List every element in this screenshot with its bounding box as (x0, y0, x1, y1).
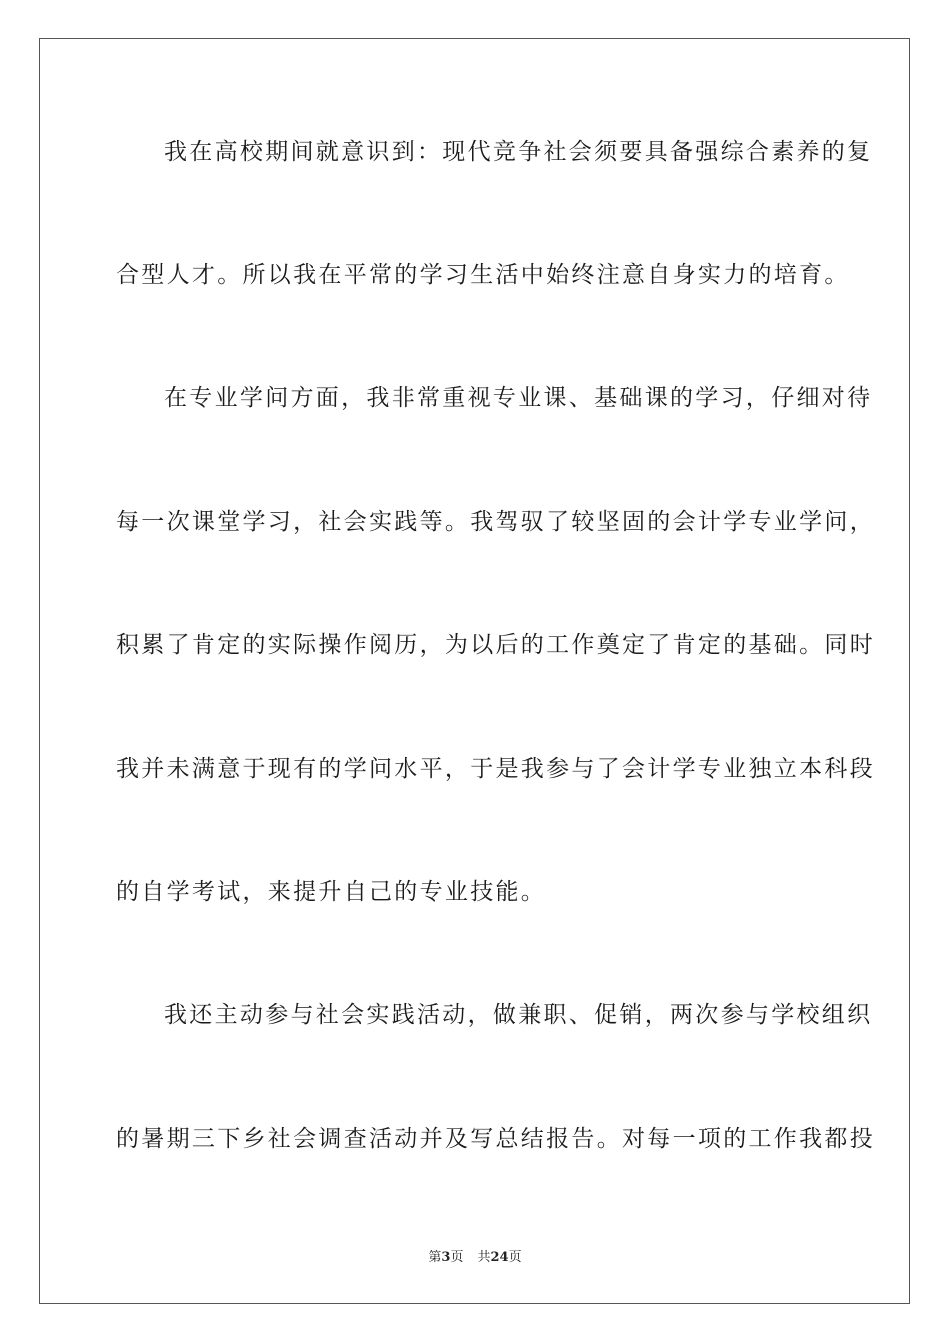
paragraph-2-line-4: 我并未满意于现有的学问水平，于是我参与了会计学专业独立本科段 (116, 756, 875, 782)
total-page-count: 24 (490, 1250, 509, 1265)
page-unit: 页 (450, 1250, 464, 1265)
paragraph-3-line-1: 我还主动参与社会实践活动，做兼职、促销，两次参与学校组织 (164, 1002, 873, 1028)
total-unit: 页 (508, 1250, 522, 1265)
page-prefix: 第 (428, 1250, 442, 1265)
paragraph-3-line-2: 的暑期三下乡社会调查活动并及写总结报告。对每一项的工作我都投 (116, 1126, 875, 1152)
total-prefix: 共 (477, 1250, 491, 1265)
paragraph-2-line-2: 每一次课堂学习，社会实践等。我驾驭了较坚固的会计学专业学问， (116, 509, 875, 535)
page-footer (0, 1246, 950, 1265)
paragraph-2-line-3: 积累了肯定的实际操作阅历，为以后的工作奠定了肯定的基础。同时 (116, 632, 875, 658)
paragraph-1-line-2: 合型人才。所以我在平常的学习生活中始终注意自身实力的培育。 (116, 262, 850, 288)
paragraph-2-line-1: 在专业学问方面，我非常重视专业课、基础课的学习，仔细对待 (164, 385, 873, 411)
page-border (39, 38, 910, 1304)
current-page-number: 3 (441, 1250, 451, 1265)
paragraph-1-line-1: 我在高校期间就意识到：现代竞争社会须要具备强综合素养的复 (164, 139, 873, 165)
paragraph-2-line-5: 的自学考试，来提升自己的专业技能。 (116, 879, 547, 905)
